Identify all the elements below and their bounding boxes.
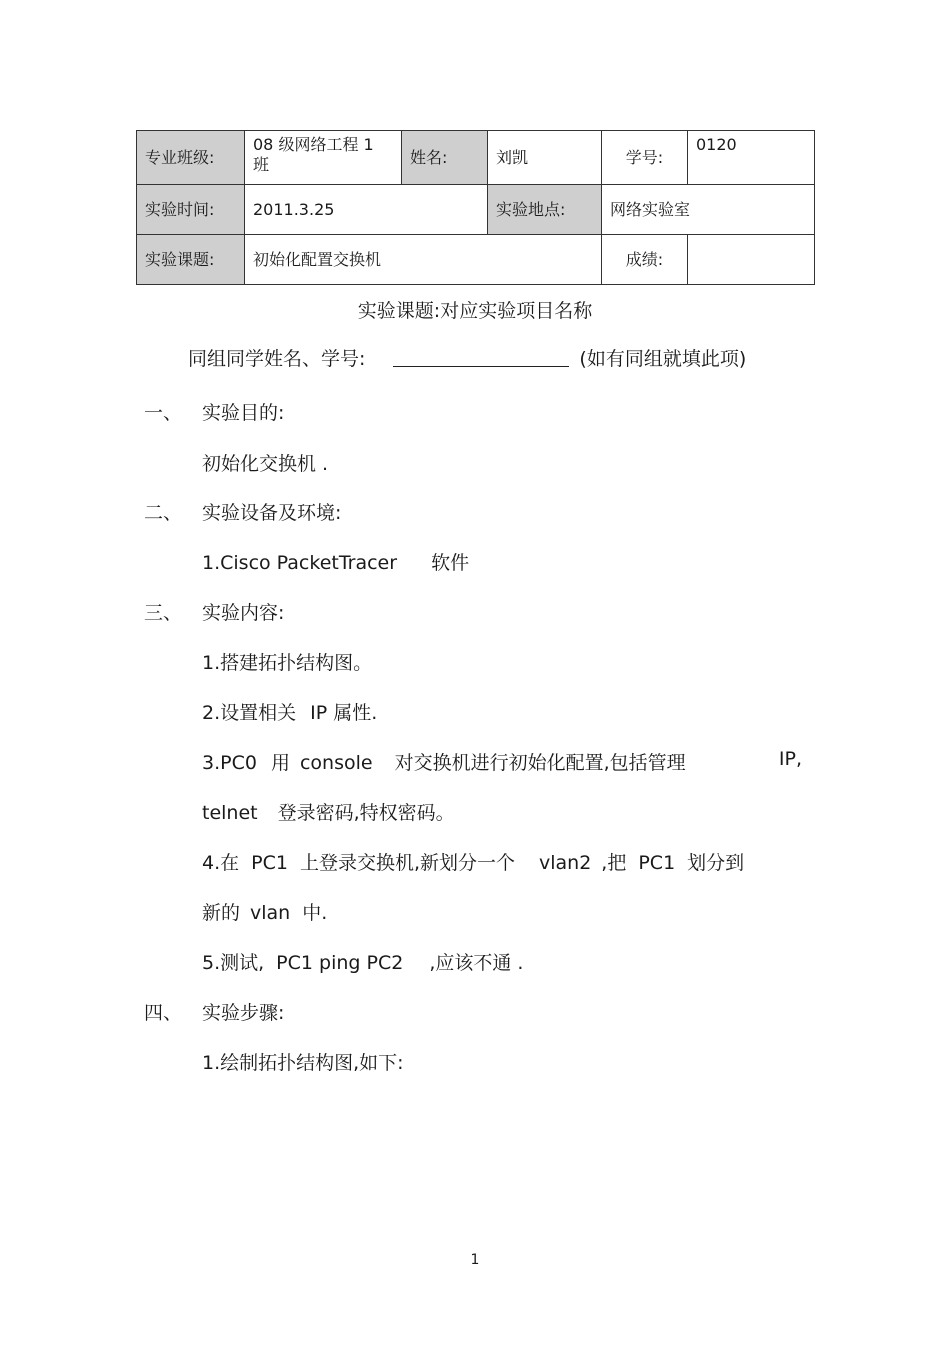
- equipment-text: 1.Cisco PacketTracer: [202, 552, 398, 574]
- content-item-4-cont: [202, 898, 327, 925]
- section-heading: 实验内容:: [202, 602, 285, 624]
- section-heading: 实验设备及环境:: [202, 502, 342, 524]
- table-row: [137, 185, 815, 235]
- location-label: 实验地点:: [488, 185, 602, 235]
- purpose-text: 初始化交换机 .: [202, 453, 329, 475]
- content-text: ,应该不通 .: [429, 952, 524, 974]
- location-value: 网络实验室: [602, 185, 815, 235]
- content-text: PC1: [251, 852, 288, 874]
- content-text: ,把: [601, 852, 627, 874]
- content-text: vlan: [250, 902, 291, 924]
- content-text: vlan2: [539, 852, 592, 874]
- content-text: console: [299, 752, 373, 774]
- content-text: 4.在: [202, 852, 240, 874]
- page-number: 1: [470, 1252, 480, 1268]
- time-label: 实验时间:: [137, 185, 245, 235]
- content-text: 登录密码,特权密码。: [277, 802, 455, 824]
- page-title: 实验课题:对应实验项目名称: [357, 300, 593, 322]
- content-text: 5.测试,: [202, 952, 265, 974]
- content-text: IP 属性.: [310, 702, 378, 724]
- content-text: 对交换机进行初始化配置,包括管理: [394, 752, 686, 774]
- steps-item-1: 1.绘制拓扑结构图,如下:: [202, 1052, 404, 1074]
- content-item-3-cont: [202, 798, 455, 825]
- grade-value: [688, 235, 815, 285]
- student-id-value: 0120: [688, 131, 815, 185]
- content-text: 上登录交换机,新划分一个: [299, 852, 515, 874]
- content-item-1: 1.搭建拓扑结构图。: [202, 652, 373, 674]
- major-class-label: 专业班级:: [137, 131, 245, 185]
- info-table: [136, 130, 815, 285]
- group-note: (如有同组就填此项): [579, 348, 747, 370]
- content-item-2: [202, 698, 377, 725]
- table-row: [137, 235, 815, 285]
- content-text: PC1: [638, 852, 676, 874]
- time-value: 2011.3.25: [245, 185, 488, 235]
- name-value: 刘凯: [488, 131, 602, 185]
- major-class-value-line2: 班: [253, 155, 270, 174]
- content-text: IP,: [778, 748, 802, 770]
- section-number: 二、: [144, 502, 183, 524]
- content-text: 中.: [302, 902, 328, 924]
- content-text: 3.PC0: [202, 752, 257, 774]
- group-label: 同组同学姓名、学号:: [188, 348, 366, 370]
- content-text: 新的: [202, 902, 241, 924]
- content-item-5: [202, 948, 523, 975]
- major-class-value-line1: 08 级网络工程 1: [253, 135, 374, 154]
- group-fill-blank: [393, 344, 569, 367]
- group-line: [188, 344, 746, 371]
- content-text: 划分到: [687, 852, 745, 874]
- grade-label: 成绩:: [602, 235, 688, 285]
- section-heading: 实验目的:: [202, 402, 285, 424]
- section-number: 一、: [144, 402, 183, 424]
- student-id-label: 学号:: [602, 131, 688, 185]
- section-number: 三、: [144, 602, 183, 624]
- content-text: 2.设置相关: [202, 702, 297, 724]
- content-item-3: [202, 748, 802, 775]
- content-text: PC1 ping PC2: [276, 952, 404, 974]
- section-heading: 实验步骤:: [202, 1002, 285, 1024]
- equipment-line: [202, 548, 469, 575]
- equipment-suffix: 软件: [431, 552, 470, 574]
- topic-label: 实验课题:: [137, 235, 245, 285]
- content-text: 用: [270, 752, 290, 774]
- content-text: telnet: [202, 802, 258, 824]
- table-row: [137, 131, 815, 185]
- section-number: 四、: [144, 1002, 183, 1024]
- content-item-4: [202, 848, 744, 875]
- name-label: 姓名:: [402, 131, 488, 185]
- topic-value: 初始化配置交换机: [245, 235, 602, 285]
- major-class-value: [245, 131, 402, 185]
